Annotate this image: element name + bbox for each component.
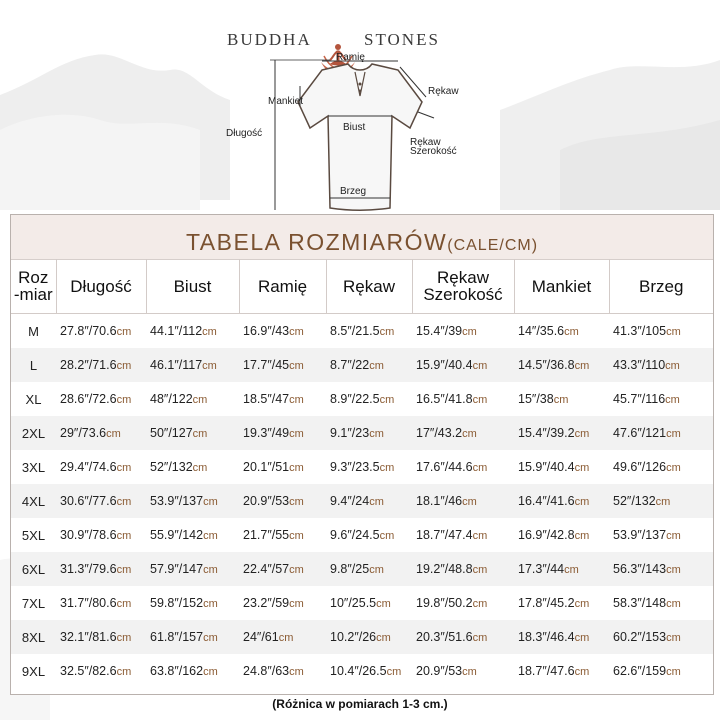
measurement-cell: [609, 348, 713, 382]
unit-label: cm: [472, 530, 488, 542]
measurement-cell: [56, 450, 146, 484]
unit-label: cm: [116, 360, 132, 372]
measurement-cell: [609, 314, 713, 349]
unit-label: cm: [116, 530, 132, 542]
unit-label: cm: [369, 564, 384, 576]
measurement-cell: [609, 450, 713, 484]
column-header: Ramię: [239, 259, 326, 314]
brand-header: [0, 28, 720, 52]
table-row: [11, 654, 713, 688]
unit-label: cm: [116, 564, 132, 576]
unit-label: cm: [462, 326, 477, 338]
unit-label: cm: [278, 632, 294, 644]
size-chart-panel: [10, 214, 714, 695]
measurement-value: 15.9″/40.4: [416, 358, 473, 372]
unit-label: cm: [472, 394, 488, 406]
unit-label: cm: [116, 496, 132, 508]
shirt-measurement-diagram: [210, 50, 510, 215]
label-chest: Biust: [343, 122, 366, 133]
measurement-cell: [412, 552, 514, 586]
measurement-value: 8.9″/22.5: [330, 392, 380, 406]
measurement-cell: [514, 314, 609, 349]
measurement-value: 53.9″/137: [150, 494, 204, 508]
measurement-value: 17.7″/45: [243, 358, 290, 372]
measurement-value: 41.3″/105: [613, 324, 667, 338]
measurement-cell: [56, 382, 146, 416]
measurement-value: 15.4″/39: [416, 324, 463, 338]
unit-label: cm: [369, 496, 384, 508]
measurement-value: 18.7″/47.4: [416, 528, 473, 542]
measurement-value: 61.8″/157: [150, 630, 204, 644]
size-table-body: [11, 314, 713, 689]
table-row: [11, 586, 713, 620]
size-cell: 7XL: [21, 595, 46, 611]
measurement-cell: [326, 518, 412, 552]
measurement-value: 28.6″/72.6: [60, 392, 117, 406]
unit-label: cm: [289, 326, 304, 338]
measurement-cell: [609, 552, 713, 586]
unit-label: cm: [574, 666, 590, 678]
unit-label: cm: [202, 360, 217, 372]
unit-label: cm: [203, 666, 218, 678]
measurement-cell: [412, 314, 514, 349]
unit-label: cm: [203, 564, 218, 576]
measurement-note: (Różnica w pomiarach 1-3 cm.): [272, 697, 448, 711]
unit-label: cm: [289, 530, 304, 542]
unit-label: cm: [553, 394, 569, 406]
measurement-cell: [514, 484, 609, 518]
measurement-cell: [514, 654, 609, 688]
measurement-cell: [609, 518, 713, 552]
unit-label: cm: [379, 394, 395, 406]
unit-label: cm: [666, 666, 681, 678]
unit-label: cm: [379, 326, 395, 338]
unit-label: cm: [386, 666, 402, 678]
unit-label: cm: [472, 462, 488, 474]
unit-label: cm: [462, 666, 477, 678]
measurement-value: 15.4″/39.2: [518, 426, 575, 440]
measurement-cell: [609, 382, 713, 416]
measurement-value: 19.2″/48.8: [416, 562, 473, 576]
measurement-value: 57.9″/147: [150, 562, 204, 576]
measurement-cell: [239, 518, 326, 552]
measurement-value: 19.8″/50.2: [416, 596, 473, 610]
measurement-value: 9.8″/25: [330, 562, 370, 576]
measurement-value: 50″/127: [150, 426, 193, 440]
unit-label: cm: [666, 598, 681, 610]
unit-label: cm: [574, 462, 590, 474]
measurement-value: 24.8″/63: [243, 664, 290, 678]
table-row: [11, 314, 713, 349]
measurement-value: 15″/38: [518, 392, 554, 406]
measurement-value: 20.9″/53: [243, 494, 290, 508]
measurement-value: 44.1″/112: [150, 324, 203, 338]
measurement-cell: [239, 552, 326, 586]
size-cell: 9XL: [21, 663, 46, 679]
size-chart-title-text: TABELA ROZMIARÓW: [185, 229, 448, 255]
measurement-cell: [609, 586, 713, 620]
measurement-cell: [146, 416, 239, 450]
label-length: Długość: [226, 128, 263, 139]
table-row: [11, 518, 713, 552]
unit-label: cm: [666, 530, 681, 542]
measurement-cell: [326, 654, 412, 688]
unit-label: cm: [203, 598, 218, 610]
unit-label: cm: [289, 564, 304, 576]
unit-label: cm: [379, 530, 395, 542]
measurement-value: 30.9″/78.6: [60, 528, 117, 542]
unit-label: cm: [203, 496, 218, 508]
measurement-cell: [239, 450, 326, 484]
unit-label: cm: [379, 462, 395, 474]
unit-label: cm: [202, 326, 217, 338]
size-cell: 5XL: [21, 527, 46, 543]
measurement-cell: [239, 348, 326, 382]
measurement-cell: [326, 620, 412, 654]
brand-word-right: STONES: [364, 30, 440, 49]
size-table: [11, 259, 713, 688]
measurement-cell: [239, 620, 326, 654]
measurement-value: 24″/61: [243, 630, 279, 644]
measurement-value: 29.4″/74.6: [60, 460, 117, 474]
table-row: [11, 416, 713, 450]
measurement-value: 49.6″/126: [613, 460, 667, 474]
unit-label: cm: [376, 632, 391, 644]
measurement-cell: [56, 654, 146, 688]
size-cell: L: [11, 348, 56, 382]
measurement-cell: [56, 552, 146, 586]
table-row: [11, 382, 713, 416]
column-header: Biust: [146, 259, 239, 314]
measurement-value: 23.2″/59: [243, 596, 290, 610]
size-table-header: [11, 259, 713, 314]
brand-word-left: BUDDHA: [227, 30, 312, 49]
column-header: Rękaw Szerokość: [412, 259, 514, 314]
measurement-cell: [326, 586, 412, 620]
unit-label: cm: [116, 632, 132, 644]
measurement-value: 29″/73.6: [60, 426, 107, 440]
table-row: [11, 484, 713, 518]
measurement-cell: [514, 620, 609, 654]
unit-label: cm: [116, 666, 132, 678]
measurement-cell: [239, 314, 326, 349]
measurement-value: 56.3″/143: [613, 562, 667, 576]
measurement-value: 20.3″/51.6: [416, 630, 473, 644]
measurement-cell: [412, 348, 514, 382]
size-cell: M: [28, 323, 39, 339]
label-hem: Brzeg: [340, 186, 367, 197]
column-header: Roz -miar: [11, 259, 56, 314]
size-cell: XL: [25, 391, 42, 407]
size-cell: 8XL: [11, 620, 56, 654]
measurement-value: 58.3″/148: [613, 596, 667, 610]
unit-label: cm: [192, 394, 208, 406]
measurement-value: 10″/25.5: [330, 596, 377, 610]
table-row: [11, 450, 713, 484]
unit-label: cm: [289, 598, 304, 610]
measurement-cell: [326, 314, 412, 349]
measurement-cell: [239, 654, 326, 688]
measurement-cell: [146, 348, 239, 382]
measurement-cell: [146, 654, 239, 688]
measurement-value: 20.1″/51: [243, 460, 290, 474]
measurement-cell: [146, 518, 239, 552]
measurement-cell: [56, 586, 146, 620]
measurement-cell: [56, 518, 146, 552]
unit-label: cm: [472, 564, 488, 576]
table-row: [11, 620, 713, 654]
measurement-cell: [146, 450, 239, 484]
unit-label: cm: [289, 496, 304, 508]
measurement-value: 55.9″/142: [150, 528, 204, 542]
unit-label: cm: [666, 632, 681, 644]
measurement-value: 14″/35.6: [518, 324, 565, 338]
measurement-value: 17.3″/44: [518, 562, 565, 576]
measurement-cell: [412, 382, 514, 416]
measurement-cell: [146, 314, 239, 349]
label-sleeve-width: Rękaw Szerokość: [410, 137, 457, 157]
measurement-value: 16.9″/42.8: [518, 528, 575, 542]
measurement-value: 20.9″/53: [416, 664, 463, 678]
measurement-cell: [412, 586, 514, 620]
unit-label: cm: [574, 496, 590, 508]
unit-label: cm: [666, 462, 681, 474]
measurement-cell: [412, 654, 514, 688]
measurement-cell: [239, 484, 326, 518]
measurement-cell: [326, 348, 412, 382]
label-shoulder: Ramię: [336, 52, 365, 63]
unit-label: cm: [116, 462, 132, 474]
size-cell: 2XL: [11, 416, 56, 450]
measurement-cell: [146, 586, 239, 620]
unit-label: cm: [666, 326, 681, 338]
unit-label: cm: [289, 394, 304, 406]
measurement-value: 15.9″/40.4: [518, 460, 575, 474]
measurement-value: 17.6″/44.6: [416, 460, 473, 474]
label-sleeve: Rękaw: [428, 86, 459, 97]
measurement-value: 62.6″/159: [613, 664, 667, 678]
unit-label: cm: [666, 564, 681, 576]
measurement-value: 31.7″/80.6: [60, 596, 117, 610]
column-header: Mankiet: [514, 259, 609, 314]
unit-label: cm: [192, 428, 208, 440]
measurement-cell: [514, 348, 609, 382]
measurement-value: 19.3″/49: [243, 426, 290, 440]
measurement-value: 10.4″/26.5: [330, 664, 387, 678]
measurement-cell: [514, 552, 609, 586]
measurement-value: 17.8″/45.2: [518, 596, 575, 610]
measurement-cell: [56, 348, 146, 382]
measurement-value: 9.3″/23.5: [330, 460, 380, 474]
measurement-value: 22.4″/57: [243, 562, 290, 576]
measurement-cell: [514, 518, 609, 552]
measurement-cell: [146, 620, 239, 654]
size-chart-title: [11, 229, 713, 256]
unit-label: cm: [462, 428, 477, 440]
measurement-cell: [239, 416, 326, 450]
unit-label: cm: [564, 326, 579, 338]
measurement-value: 9.6″/24.5: [330, 528, 380, 542]
unit-label: cm: [376, 598, 391, 610]
measurement-value: 10.2″/26: [330, 630, 377, 644]
unit-label: cm: [116, 598, 132, 610]
measurement-value: 18.3″/46.4: [518, 630, 575, 644]
measurement-value: 9.4″/24: [330, 494, 370, 508]
measurement-value: 60.2″/153: [613, 630, 667, 644]
unit-label: cm: [203, 632, 218, 644]
measurement-value: 9.1″/23: [330, 426, 370, 440]
unit-label: cm: [564, 564, 579, 576]
measurement-cell: [146, 484, 239, 518]
measurement-cell: [146, 382, 239, 416]
measurement-value: 48″/122: [150, 392, 193, 406]
unit-label: cm: [666, 428, 681, 440]
unit-label: cm: [462, 496, 477, 508]
size-chart-title-unit: (CALE/CM): [447, 237, 539, 254]
measurement-cell: [412, 416, 514, 450]
unit-label: cm: [574, 598, 590, 610]
unit-label: cm: [203, 530, 218, 542]
measurement-value: 52″/132: [150, 460, 193, 474]
unit-label: cm: [289, 360, 304, 372]
table-row: [11, 348, 713, 382]
measurement-value: 32.5″/82.6: [60, 664, 117, 678]
measurement-cell: [56, 416, 146, 450]
unit-label: cm: [192, 462, 208, 474]
measurement-cell: [412, 518, 514, 552]
measurement-cell: [326, 382, 412, 416]
measurement-value: 45.7″/116: [613, 392, 666, 406]
size-chart-title-bar: [11, 215, 713, 260]
measurement-value: 46.1″/117: [150, 358, 203, 372]
measurement-value: 8.7″/22: [330, 358, 370, 372]
measurement-value: 32.1″/81.6: [60, 630, 117, 644]
measurement-value: 16.9″/43: [243, 324, 290, 338]
measurement-value: 8.5″/21.5: [330, 324, 380, 338]
measurement-cell: [326, 484, 412, 518]
label-cuff: Mankiet: [268, 96, 304, 107]
measurement-value: 43.3″/110: [613, 358, 666, 372]
measurement-value: 47.6″/121: [613, 426, 667, 440]
measurement-cell: [146, 552, 239, 586]
measurement-cell: [239, 382, 326, 416]
unit-label: cm: [472, 360, 488, 372]
unit-label: cm: [655, 496, 671, 508]
measurement-value: 21.7″/55: [243, 528, 290, 542]
size-cell: 4XL: [11, 484, 56, 518]
measurement-value: 63.8″/162: [150, 664, 204, 678]
unit-label: cm: [574, 530, 590, 542]
measurement-value: 30.6″/77.6: [60, 494, 117, 508]
measurement-value: 18.7″/47.6: [518, 664, 575, 678]
measurement-cell: [326, 416, 412, 450]
measurement-cell: [514, 382, 609, 416]
measurement-value: 28.2″/71.6: [60, 358, 117, 372]
measurement-cell: [514, 450, 609, 484]
measurement-value: 14.5″/36.8: [518, 358, 575, 372]
unit-label: cm: [472, 598, 488, 610]
measurement-value: 53.9″/137: [613, 528, 667, 542]
column-header: Brzeg: [609, 259, 713, 314]
unit-label: cm: [289, 666, 304, 678]
unit-label: cm: [289, 428, 304, 440]
column-header: Długość: [56, 259, 146, 314]
table-row: [11, 552, 713, 586]
measurement-cell: [609, 484, 713, 518]
measurement-cell: [56, 620, 146, 654]
measurement-value: 18.5″/47: [243, 392, 290, 406]
measurement-value: 16.5″/41.8: [416, 392, 473, 406]
measurement-value: 31.3″/79.6: [60, 562, 117, 576]
unit-label: cm: [289, 462, 304, 474]
size-cell: 3XL: [21, 459, 46, 475]
measurement-value: 17″/43.2: [416, 426, 463, 440]
measurement-value: 59.8″/152: [150, 596, 204, 610]
unit-label: cm: [574, 360, 590, 372]
unit-label: cm: [574, 428, 590, 440]
unit-label: cm: [116, 326, 132, 338]
measurement-value: 16.4″/41.6: [518, 494, 575, 508]
measurement-cell: [609, 620, 713, 654]
measurement-value: 27.8″/70.6: [60, 324, 117, 338]
measurement-cell: [514, 586, 609, 620]
measurement-cell: [326, 552, 412, 586]
unit-label: cm: [574, 632, 590, 644]
measurement-cell: [412, 484, 514, 518]
unit-label: cm: [369, 360, 384, 372]
size-cell: 6XL: [11, 552, 56, 586]
measurement-value: 18.1″/46: [416, 494, 463, 508]
column-header: Rękaw: [326, 259, 412, 314]
measurement-cell: [609, 416, 713, 450]
measurement-cell: [56, 484, 146, 518]
unit-label: cm: [665, 394, 680, 406]
unit-label: cm: [106, 428, 121, 440]
unit-label: cm: [665, 360, 680, 372]
measurement-cell: [239, 586, 326, 620]
measurement-value: 52″/132: [613, 494, 656, 508]
measurement-cell: [609, 654, 713, 688]
unit-label: cm: [369, 428, 384, 440]
unit-label: cm: [116, 394, 132, 406]
measurement-cell: [56, 314, 146, 349]
measurement-cell: [326, 450, 412, 484]
measurement-cell: [514, 416, 609, 450]
measurement-cell: [412, 450, 514, 484]
measurement-cell: [412, 620, 514, 654]
unit-label: cm: [472, 632, 488, 644]
